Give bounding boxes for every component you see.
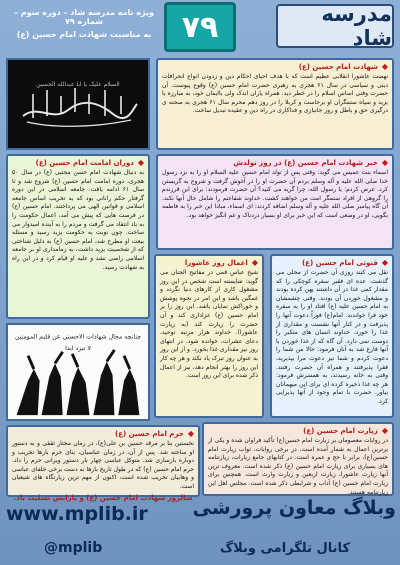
diamond-icon: ◆ <box>251 258 258 267</box>
section-pilgrimage-body: در روایات معصومان بر زیارت امام حسین(ع) تأکید فراوان شده و یکی از برترین اعمال به شمار آمده است. در برخی روایات، ثواب زیارت امام حسین(ع)، برابر با حج و عمره است. در کتابهای جامع زیارات، زیارتنامه های بسیاری برای زیارت امام حسین (ع) ذکر شده است. معروف ترین آنها زیارت عاشورا، زیارت اربعین و زیارت وارث است. همچنین برای زیارت امام حسین (ع) آداب و شرایطی ذکر شده است. مجلس اهل این زیارتنامه هستند. <box>208 437 388 496</box>
diamond-icon: ◆ <box>381 426 388 435</box>
section-imamate-title: ◆دوران امامت امام حسین (ع) <box>35 158 144 167</box>
calligraphy-text: السلام علیک یا ابا عبدالله الحسین <box>36 81 120 88</box>
section-shrine-title: ◆حرم امام حسین (ع) <box>115 429 194 438</box>
section-pilgrimage <box>202 422 394 496</box>
art-caption-line2: لا تبرد ابدا <box>65 344 91 352</box>
diamond-icon: ◆ <box>187 429 194 438</box>
section-shrine-body: نخستین بنا بر مرقد حسین بن علی(ع)، در زمان مختار ثقفی و به دستور او ساخته شد. پس از آن، در زمان عباسیان، بنای حرم بارها تخریب و دوباره بازسازی شد. متوکل عباسی چهار بار دستور ویرانی حرم را داد. حرم امام حسین (ع) که در طول تاریخ بارها به دست برخی خلفای عباسی و وهابیان تخریب شده است، اکنون از مهم ترین زیارتگاه های شیعیان است. <box>12 440 194 490</box>
diamond-icon: ◆ <box>381 158 388 167</box>
art-caption-line1: چنانچه مجال شهادات الاحسنی عن قلبم المومنین <box>14 333 142 341</box>
header-title-text: مدرسه شاد <box>321 2 392 50</box>
mourners-artwork <box>6 323 150 421</box>
diamond-icon: ◆ <box>381 258 388 267</box>
telegram-channel-label: کانال تلگرامی وبلاگ <box>219 541 350 556</box>
issue-number-badge <box>164 2 236 52</box>
section-martyrdom-title: ◆شهادت امام حسین (ع) <box>298 62 388 71</box>
header-subtitle-1: ویژه نامه مدرسه شاد – دوره سوم – شماره ۷۹ <box>13 8 154 26</box>
section-humility-body: نقل می کنند روزی آن حضرت از محلی می گذشت. عده ای فقیر سفره کوچکی را که مقدار کمی غذا در آن داشتند پهن کرده بودند و مشغول خوردن آن بودند. وقتی چشمشان به امام حسین علیه (ع) افتاد او را به سفره خود فرا خواندند. امام(ع) فوراً دعوت آنها را پذیرفت و در کنار آنها نشست و مقداری از غذا را خورد. خداوند انسان های متکبر را دوست نمی دارد. آن گاه که از غذا خوردن با آنها فارغ شد به آنان فرمود: حالا من شما را دعوت کردم و شما نیز دعوت مرا بپذیرید، فقرا پذیرفتند و همراه آن حضرت رفتند. وقتی به خانه رسیدند، به همسرش فرمود: هر چه غذا ذخیره کرده ای برای این میهمانان بیاور. حضرت با تمام وجود از آنها پذیرایی کرد. <box>276 269 388 405</box>
header-subtitle-2: به مناسبت شهادت امام حسین (ع) <box>16 30 152 39</box>
section-ashura-deeds-body: شیخ عباس قمی در مفاتیح الجنان می گوید: شایسته است شخص در این روز مشغول کاری از کارهای دنیا نگردد و غمگین باشد و این امر در نحوه پوشش و خوراکش نمایان باشد. این روز را بر امام حسین (ع) عزاداری کند و آن حضرت را زیارت کند (به زیارت عاشورا). خداوند هزار مرتبه توحید، دعای عشرات، خوانده شود. در انتهای روز نیز مقداری غذا بخورد. و از این روز به عنوان روز تبرک یاد نکند و هر چه کار این روز را بهتر انجام دهد، نیز از اعمال ذکر شده برای این روز است. <box>160 269 258 380</box>
telegram-handle[interactable]: @mplib <box>44 540 103 556</box>
condolence-line: سالروز شهادت امام حسین (ع) و یارانش تسلیت باد. <box>13 493 193 502</box>
section-birth-news <box>156 154 394 250</box>
section-imamate <box>6 154 150 319</box>
section-pilgrimage-title: ◆زیارت امام حسین (ع) <box>303 426 388 435</box>
section-imamate-body: به دنبال شهادت امام حسن مجتبی (ع) در سال ۵۰ هجری، دوره امامت امام حسین (ع) شروع شد و تا سال ۶۱ ادامه یافت. جامعه اسلامی در این دوره گرفتار حکم رانانی بود که به تخریب اساس جامعه اسلامی و قوانین الهی می پرداختند. امام حسین (ع) در فرصت هایی که پیش می آمد، اعمال حکومت را به باد انتقاد می گرفت و مردم را به آینده امیدوار می ساخت. چون نوبت به حکومت یزید رسید و مسئله بیعت او مطرح شد، امام حسین (ع) به دلیل شناختی که از شخصیت یزید داشت، به زمامداری او بر جامعه اسلامی راضی نشد و علیه او قیام کرد و در این راه به شهادت رسید. <box>12 169 145 271</box>
calligraphy-image <box>6 58 150 150</box>
section-humility-title: ◆قنوتی امام حسین (ع) <box>301 258 388 267</box>
blog-name: وبلاگ معاون پرورشی <box>192 497 396 519</box>
section-ashura-deeds <box>154 254 264 418</box>
section-martyrdom-body: نهضت عاشورا انقلابی عظیم است که با هدف احیای احکام دین و زدودن انواع انحرافات دینی و سیاسی در سال ۶۱ هجری به رهبری حضرت امام حسین (ع) وقوع پیوست. آن حضرت وقتی اساس اسلام را در خطر دید، همراه یاران اندک ولی باایمان خود، به مبارزه با یزید و سپاه ستمگران او برخاست و کربلا را در روز دهم محرم سال ۶۱ هجری به صحنه ی درگیری حق و باطل و روز جانبازی و فداکاری در راه دین و عقیده تبدیل ساخت. <box>162 73 388 115</box>
issue-number-text: ۷۹ <box>181 9 219 45</box>
section-birth-news-title: ◆خبر شهادت امام حسین (ع) در روز تولدش <box>233 158 388 167</box>
diamond-icon: ◆ <box>381 62 388 71</box>
section-ashura-deeds-title: ◆اعمال روز عاشورا <box>184 258 258 267</box>
header-title <box>276 4 394 48</box>
site-url[interactable]: www.mplib.ir <box>6 503 148 525</box>
diamond-icon: ◆ <box>137 158 144 167</box>
section-humility <box>270 254 394 418</box>
section-shrine <box>6 425 200 502</box>
section-birth-news-body: اسماء بنت عمیس می گوید: وقتی پس از تولد امام حسین علیه السلام او را به نزد رسول خدا صلی الله علیه و آله وسلم بردم آن حضرت او را در آغوش گرفت و شروع به گریستن کرد. عرض کردم: یا رسول الله، چرا گریه می کنید؟ آن حضرت فرمودند: برای این فرزندم را گروهی از افراد ستمگر امت من خواهند کشت. خداوند شفاعتم را شامل حال آنها نکند. آن گاه پیامبر صلی الله علیه و آله وسلم اضافه کردند: ای اسماء، مبادا این خبر را به فاطمه بگویی، او در وضعی است که این خبر برای او بسیار دردناک و غم انگیز خواهد بود. <box>162 169 388 219</box>
mourners-svg <box>8 325 148 419</box>
section-martyrdom <box>156 58 394 150</box>
calligraphy-svg <box>13 74 143 134</box>
